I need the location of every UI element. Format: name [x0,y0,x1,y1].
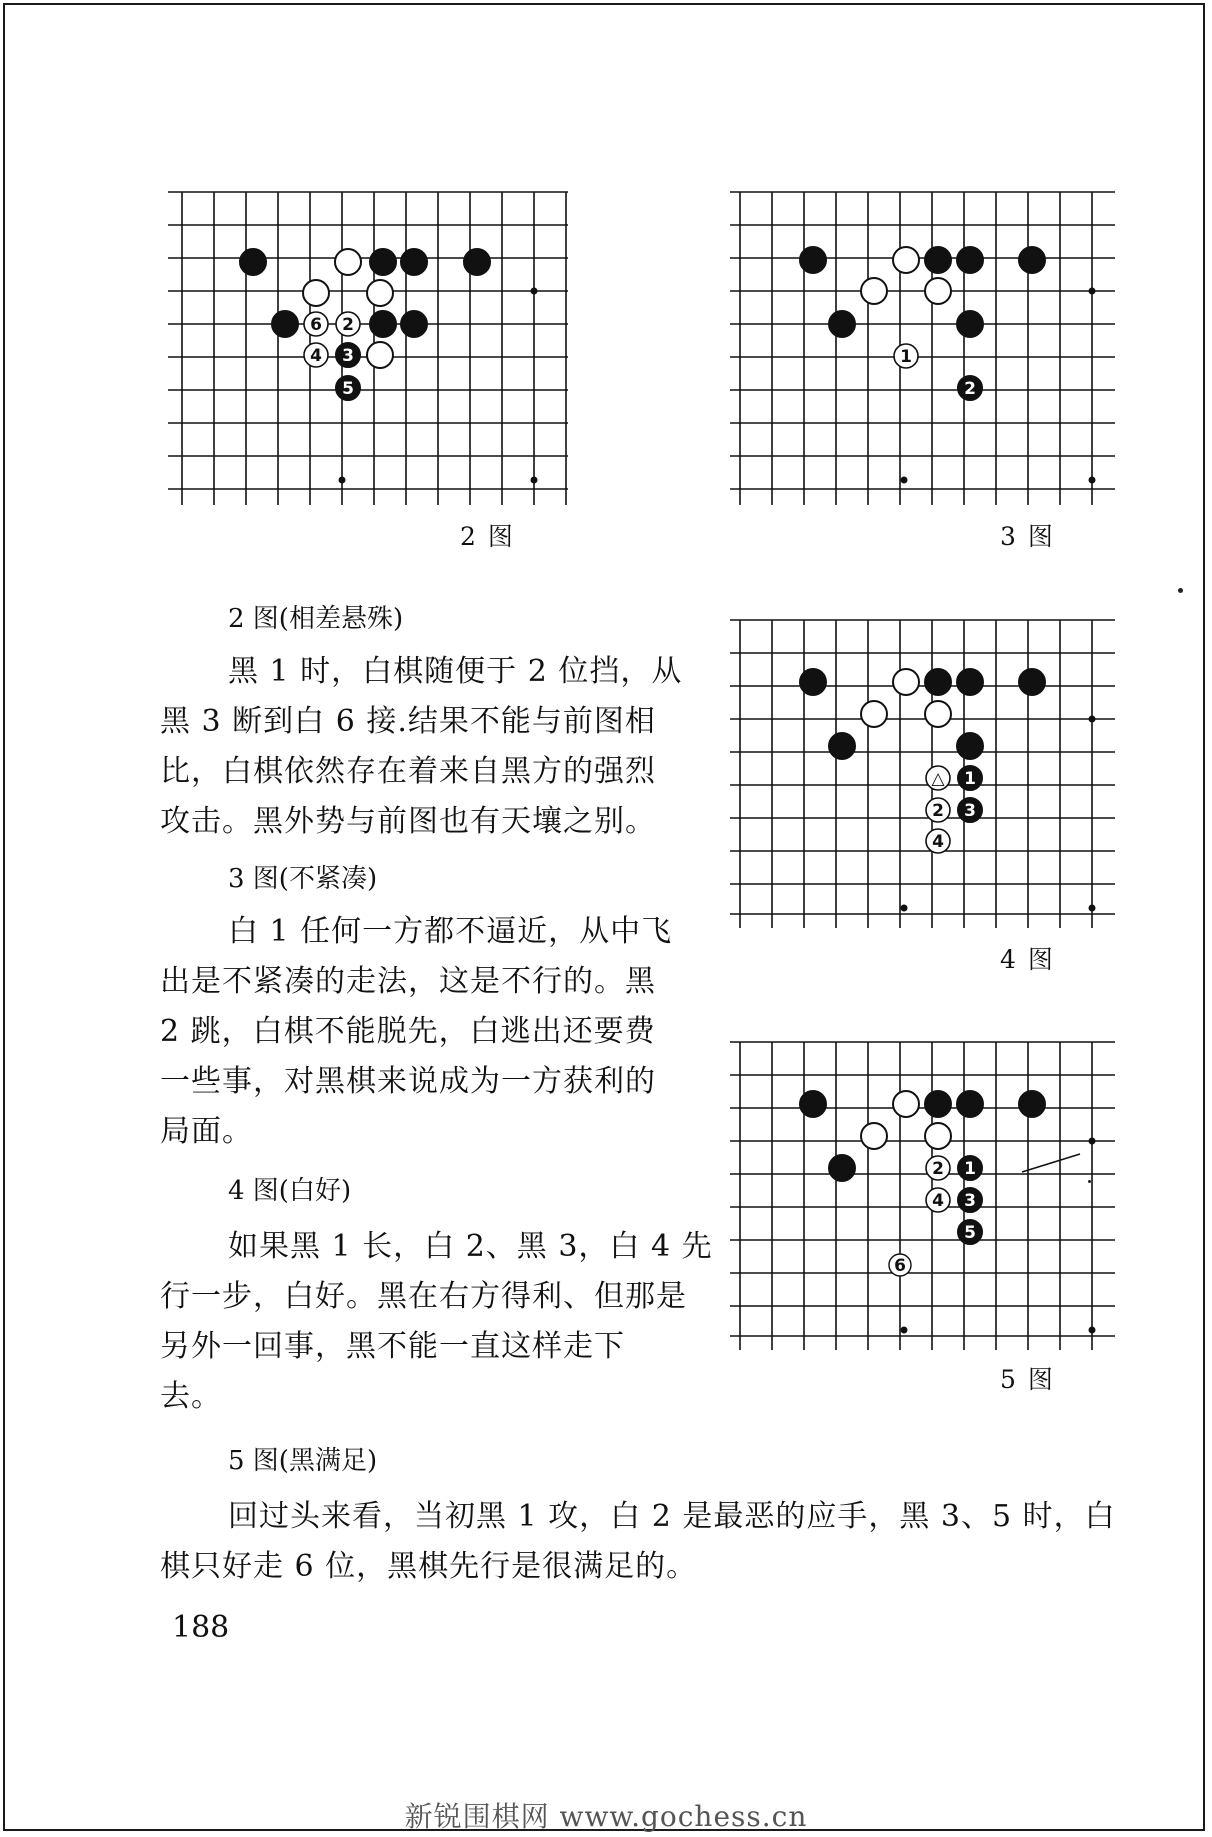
move-label: 3 [964,801,976,821]
paragraph-line: 黑 3 断到白 6 接.结果不能与前图相 [160,704,656,739]
move-label: 2 [964,379,976,399]
watermark-footer: 新锐围棋网 www.gochess.cn [404,1800,808,1833]
diagram-caption-5: 5 图 [1000,1365,1055,1394]
go-board-3 [730,190,1115,505]
go-diagram-5 [730,1040,1115,1350]
paragraph-line: 比，白棋依然存在着来自黑方的强烈 [160,754,656,789]
paragraph-line: 如果黑 1 长，白 2、黑 3，白 4 先 [228,1229,713,1264]
scan-speck [1178,588,1183,593]
section-heading-5: 5 图(黑满足) [228,1446,378,1476]
scan-speck [1088,1180,1091,1183]
move-label: 3 [964,1191,976,1211]
move-label: 5 [964,1223,976,1243]
move-label: 4 [932,832,944,852]
go-diagram-2 [168,190,568,505]
move-label: 1 [900,347,912,367]
section-heading-3: 3 图(不紧凑) [228,864,378,894]
go-board-5 [730,1040,1115,1350]
move-label: △ [931,769,945,789]
go-diagram-4 [730,618,1115,928]
go-board-4 [730,618,1115,928]
diagram-caption-2: 2 图 [460,522,515,551]
move-label: 6 [894,1256,906,1276]
diagram-caption-4: 4 图 [1000,945,1055,974]
paragraph-line: 出是不紧凑的走法，这是不行的。黑 [160,964,656,999]
section-heading-4: 4 图(白好) [228,1176,352,1206]
paragraph-line: 另外一回事，黑不能一直这样走下 [160,1329,625,1364]
paragraph-line: 一些事，对黑棋来说成为一方获利的 [160,1064,656,1099]
move-label: 5 [342,379,354,399]
move-label: 3 [342,346,354,366]
section-heading-2: 2 图(相差悬殊) [228,604,404,634]
paragraph-line: 局面。 [160,1114,253,1149]
move-label: 4 [932,1191,944,1211]
move-label: 2 [932,801,944,821]
paragraph-line: 白 1 任何一方都不逼近，从中飞 [228,914,673,949]
move-label: 2 [342,315,354,335]
diagram-caption-3: 3 图 [1000,522,1055,551]
page-number: 188 [172,1610,230,1645]
paragraph-line: 攻击。黑外势与前图也有天壤之别。 [160,804,656,839]
move-label: 2 [932,1159,944,1179]
go-diagram-3 [730,190,1115,505]
move-label: 4 [310,346,322,366]
paragraph-line: 棋只好走 6 位，黑棋先行是很满足的。 [160,1549,698,1584]
paragraph-line: 2 跳，白棋不能脱先，白逃出还要费 [160,1014,656,1049]
paragraph-line: 黑 1 时，白棋随便于 2 位挡，从 [228,654,683,689]
paragraph-line: 行一步，白好。黑在右方得利、但那是 [160,1279,687,1314]
go-board-2 [168,190,568,505]
move-label: 1 [964,1159,976,1179]
paragraph-line: 去。 [160,1379,222,1414]
move-label: 1 [964,769,976,789]
move-label: 6 [310,315,322,335]
paragraph-line: 回过头来看，当初黑 1 攻，白 2 是最恶的应手，黑 3、5 时，白 [228,1499,1116,1534]
